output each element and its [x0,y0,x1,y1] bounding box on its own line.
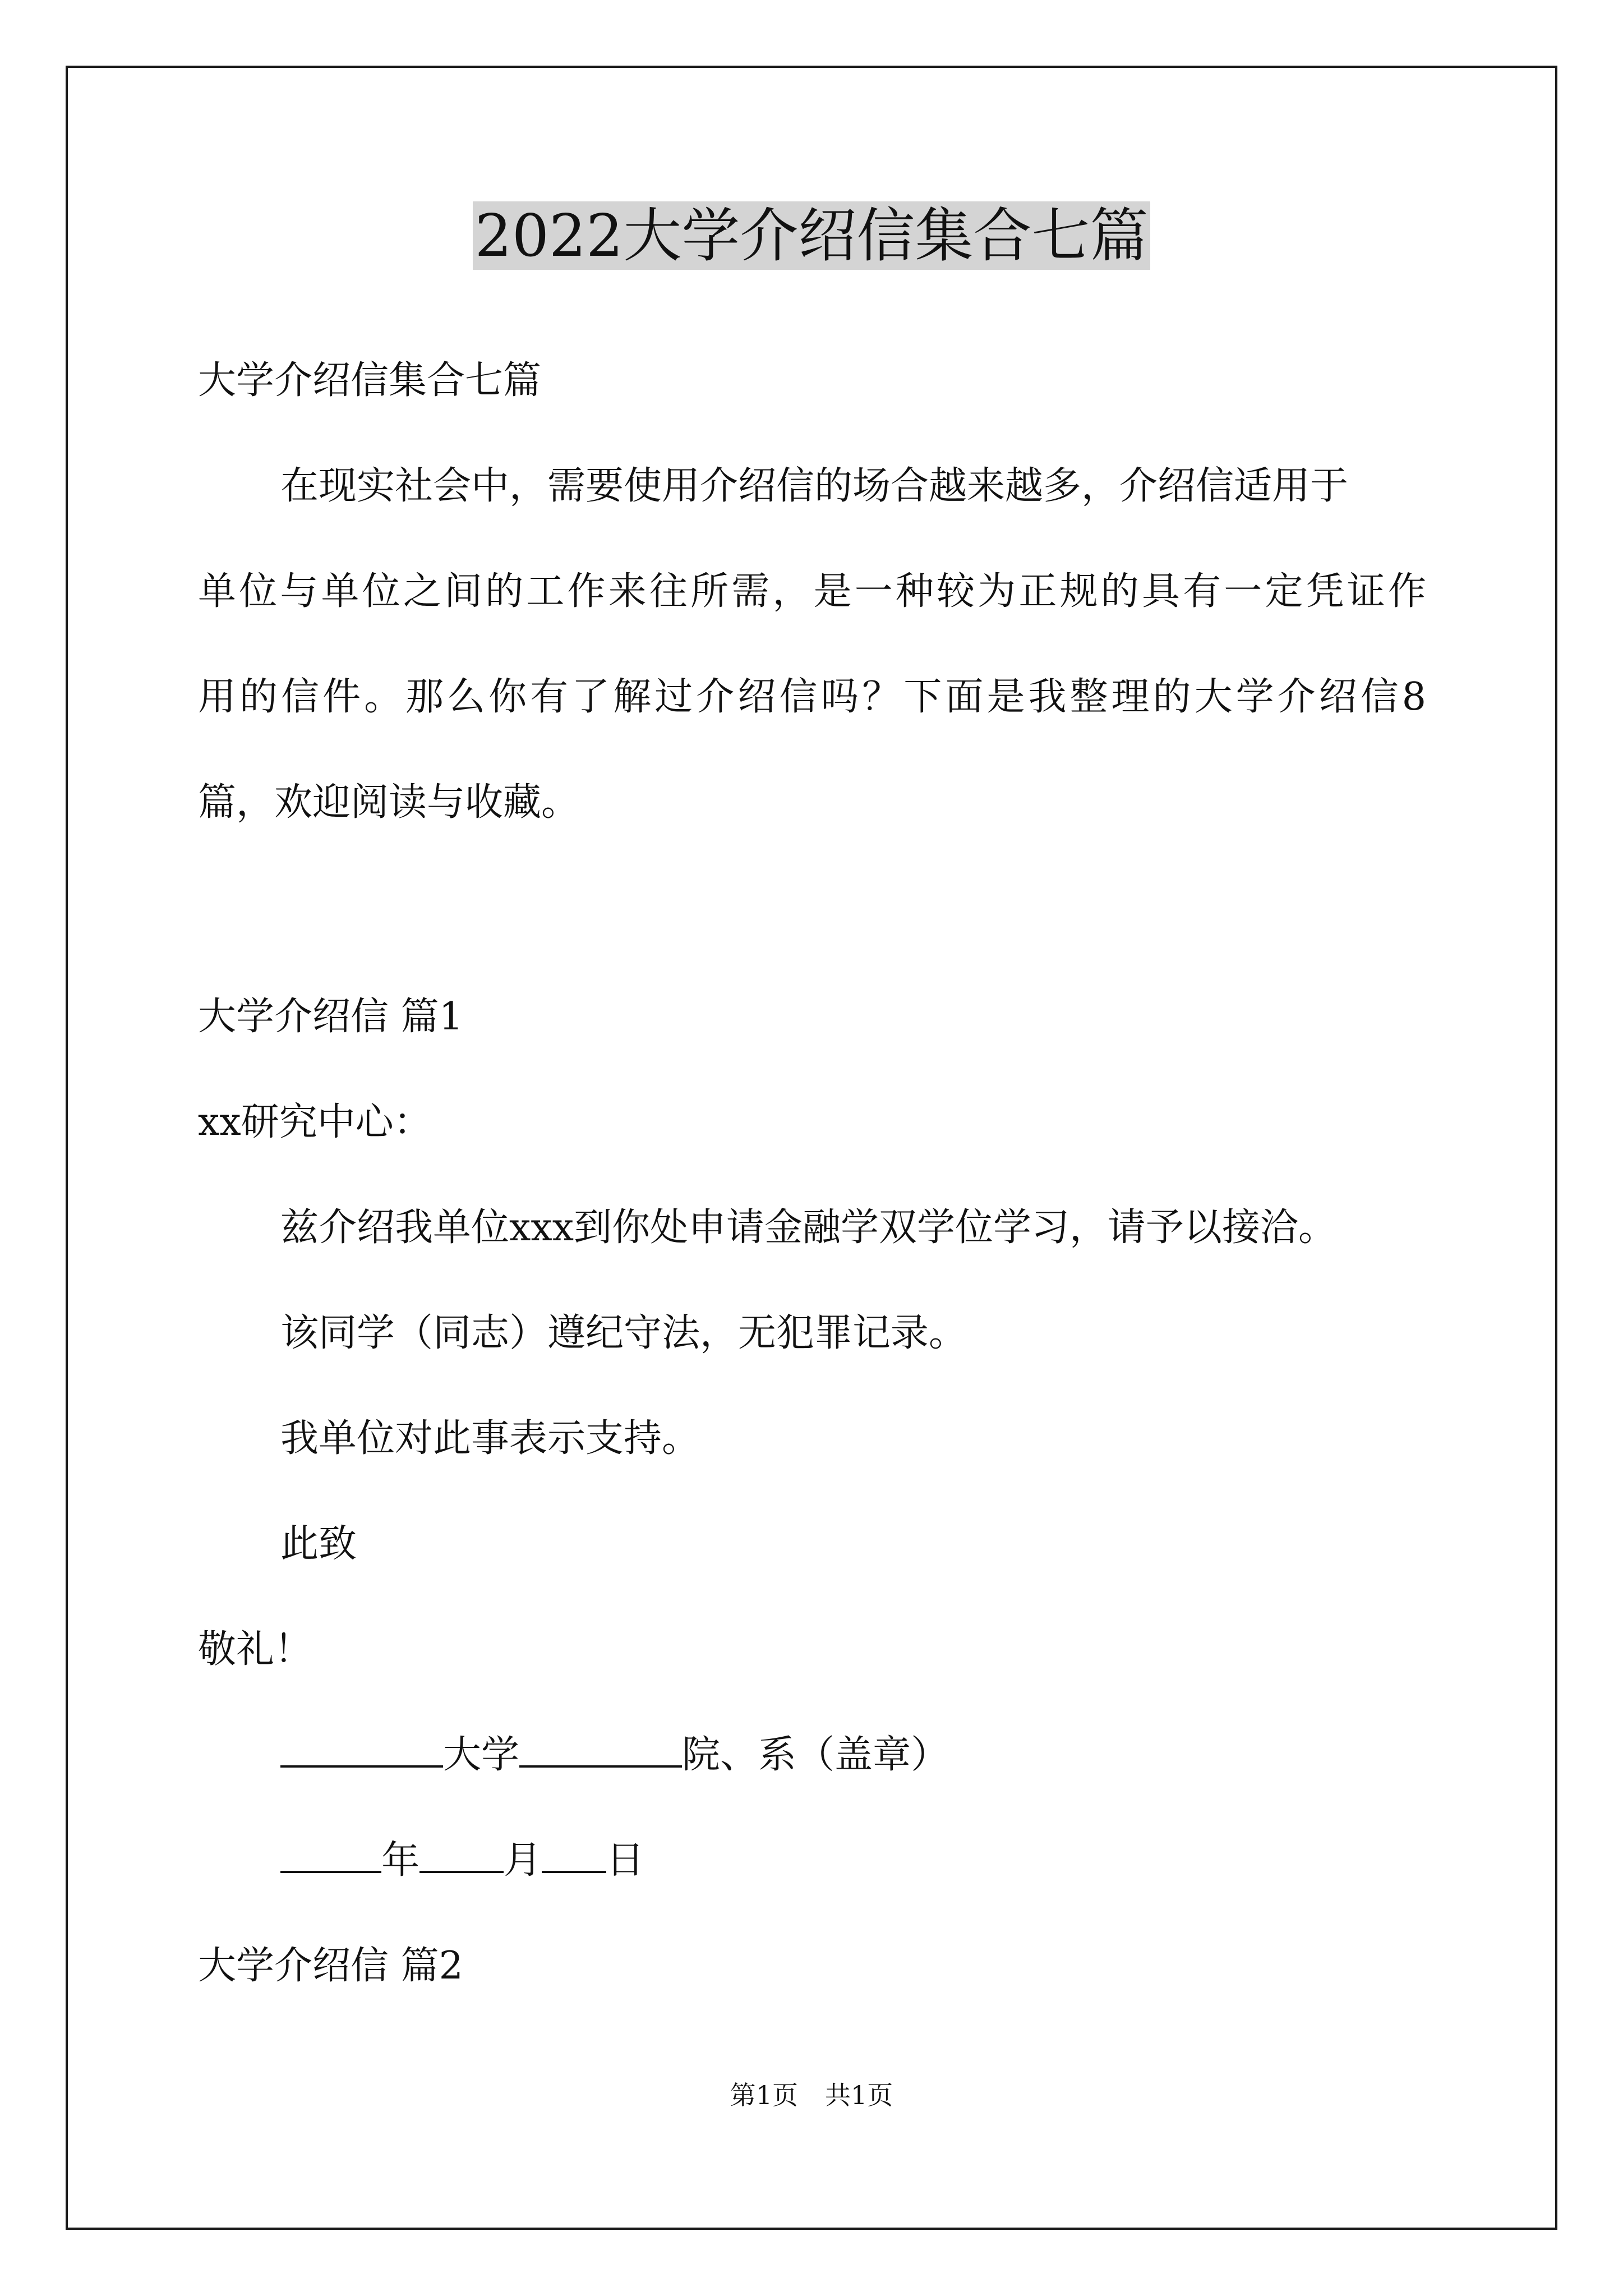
day-label: 日 [606,1838,645,1883]
intro-line-1: 在现实社会中，需要使用介绍信的场合越来越多，介绍信适用于 [280,464,1349,508]
document-title-text: 2022大学介绍信集合七篇 [473,201,1151,270]
document-title [0,199,1623,272]
month-blank [419,1836,504,1873]
intro-line-2: 单位与单位之间的工作来往所需，是一种较为正规的具有一定凭证作 [198,569,1426,614]
day-blank [542,1836,606,1873]
letter1-closing: 敬礼！ [198,1627,313,1672]
intro-line-3: 用的信件。那么你有了解过介绍信吗？下面是我整理的大学介绍信8 [198,675,1426,719]
year-blank [280,1836,381,1873]
total-pages-label: 共1页 [825,2080,893,2110]
letter2-heading: 大学介绍信 篇2 [198,1944,463,1988]
intro-line-4: 篇，欢迎阅读与收藏。 [198,780,580,825]
university-label: 大学 [443,1733,520,1777]
letter1-body-line-2: 该同学（同志）遵纪守法，无犯罪记录。 [280,1311,967,1355]
department-name-blank [519,1731,682,1768]
letter1-signature-line [280,1730,949,1780]
department-label: 院、系（盖章） [682,1733,949,1777]
page-footer [0,2078,1623,2112]
letter1-salutation: xx研究中心： [198,1100,432,1144]
letter1-heading: 大学介绍信 篇1 [198,995,463,1039]
document-subtitle: 大学介绍信集合七篇 [198,358,542,403]
page-number-label: 第1页 [730,2080,798,2110]
letter1-body-line-3: 我单位对此事表示支持。 [280,1416,700,1461]
letter1-body-line-4: 此致 [280,1522,357,1566]
letter1-date-line [280,1835,644,1886]
year-label: 年 [381,1838,420,1883]
month-label: 月 [504,1838,542,1883]
letter1-body-line-1: 兹介绍我单位xxx到你处申请金融学双学位学习，请予以接洽。 [280,1205,1337,1250]
university-name-blank [280,1731,443,1768]
